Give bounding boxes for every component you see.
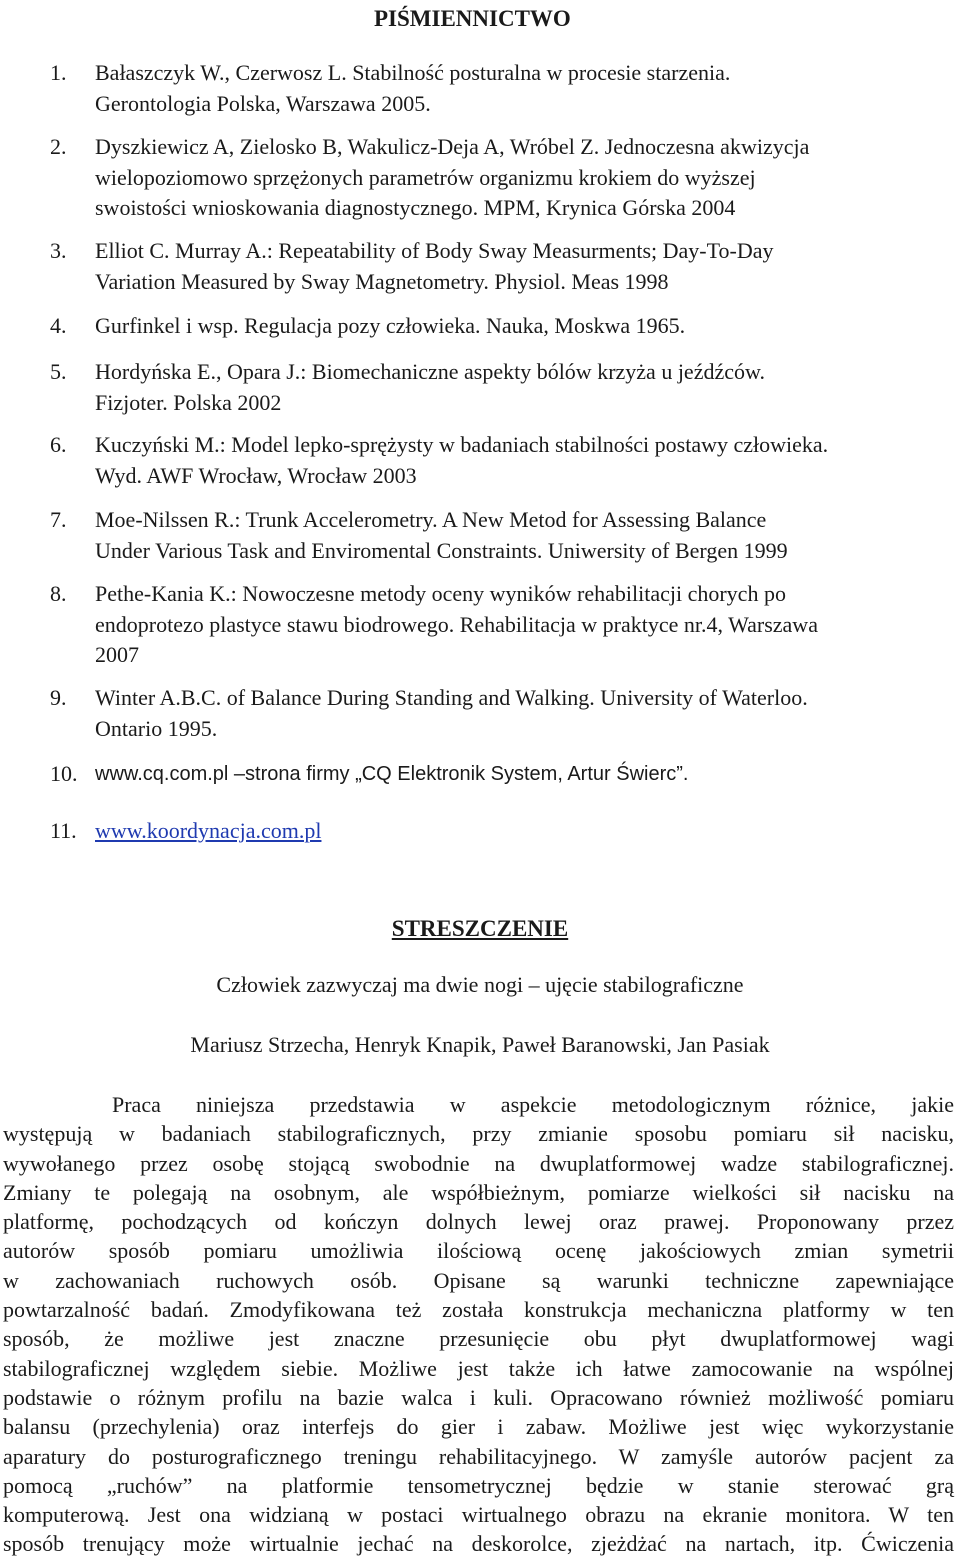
reference-number: 9. [50,685,67,710]
reference-line: Moe-Nilssen R.: Trunk Accelerometry. A New Metod for Assessing Balance [95,507,767,532]
abstract-line: wywołanego przez osobę stojącą swobodnie na dwuplatformowej wadze stabilograficznej. [3,1150,954,1176]
reference-hyperlink[interactable]: www.koordynacja.com.pl [95,818,322,843]
references-heading: PIŚMIENNICTWO [374,6,571,31]
reference-line: Hordyńska E., Opara J.: Biomechaniczne aspekty bólów krzyża u jeźdźców. [95,359,765,384]
abstract-line: platformę, pochodzących od kończyn dolnych lewej oraz prawej. Proponowany przez [3,1209,954,1235]
reference-line: Variation Measured by Sway Magnetometry. Physiol. Meas 1998 [95,268,669,294]
abstract-line: aparatury do posturograficznego treningu rehabilitacyjnego. W zamyśle autorów pacjent za [3,1443,954,1469]
reference-line: Ontario 1995. [95,715,218,741]
abstract-heading: STRESZCZENIE [391,916,569,941]
reference-line: Bałaszczyk W., Czerwosz L. Stabilność posturalna w procesie starzenia. [95,60,731,85]
abstract-line: występują w badaniach stabilograficznych, przy zmianie sposobu pomiaru sił nacisku, [3,1121,954,1147]
reference-line: Dyszkiewicz A, Zielosko B, Wakulicz-Deja A, Wróbel Z. Jednoczesna akwizycja [95,134,810,159]
abstract-line: balansu (przechylenia) oraz interfejs do gier i zabaw. Możliwe jest więc wykorzystanie [3,1414,954,1440]
reference-line: wielopoziomowo sprzężonych parametrów organizmu krokiem do wyższej [95,164,756,190]
reference-line: Kuczyński M.: Model lepko-sprężysty w badaniach stabilności postawy człowieka. [95,432,829,457]
reference-line: swoistości wnioskowania diagnostycznego. MPM, Krynica Górska 2004 [95,195,736,220]
reference-number: 10. [50,761,78,786]
abstract-line: stabilograficznej względem siebie. Możliwe jest także ich łatwe zamocowanie na wspólnej [3,1355,954,1381]
abstract-line: Zmiany te polegają na osobnym, ale współbieżnym, pomiarze wielkości sił nacisku na [3,1179,954,1205]
abstract-line: komputerową. Jest ona widzianą w postaci wirtualnego obrazu na ekranie monitora. W ten [3,1502,954,1528]
abstract-line: pomocą „ruchów” na platformie tensometrycznej będzie w stanie sterować grą [3,1472,954,1498]
reference-line: Winter A.B.C. of Balance During Standing and Walking. University of Waterloo. [95,685,808,710]
reference-line: Fizjoter. Polska 2002 [95,389,282,415]
reference-number: 1. [50,60,67,85]
reference-line: endoprotezo plastyce stawu biodrowego. Rehabilitacja w praktyce nr.4, Warszawa [95,611,818,637]
reference-line: Wyd. AWF Wrocław, Wrocław 2003 [95,462,417,488]
paper-authors: Mariusz Strzecha, Henryk Knapik, Paweł Baranowski, Jan Pasiak [190,1032,770,1057]
abstract-line: powtarzalność badań. Zmodyfikowana też została konstrukcja mechaniczna platformy w ten [3,1297,954,1323]
reference-number: 2. [50,134,67,159]
reference-number: 3. [50,238,67,263]
reference-number: 11. [50,818,77,843]
reference-line: Elliot C. Murray A.: Repeatability of Body Sway Measurments; Day-To-Day [95,238,774,263]
reference-number: 4. [50,313,67,338]
abstract-line: sposób trenujący może wirtualnie jechać na deskorolce, zjeżdżać na nartach, itp. Ćwiczenia [3,1531,954,1557]
abstract-line: podstawie o różnym profilu na bazie walca i kuli. Opracowano również możliwość pomiaru [3,1384,954,1410]
reference-line: Gerontologia Polska, Warszawa 2005. [95,90,431,116]
reference-line: 2007 [95,642,139,667]
reference-line: Gurfinkel i wsp. Regulacja pozy człowieka. Nauka, Moskwa 1965. [95,313,686,338]
paper-title: Człowiek zazwyczaj ma dwie nogi – ujęcie stabilograficzne [216,972,744,997]
abstract-line: sposób, że możliwe jest znaczne przesunięcie obu płyt dwuplatformowej wagi [3,1326,954,1352]
reference-line: Under Various Task and Enviromental Constraints. Uniwersity of Bergen 1999 [95,537,788,563]
reference-number: 8. [50,581,67,606]
abstract-paragraph [3,1090,954,1559]
reference-number: 5. [50,359,67,384]
abstract-line: Praca niniejsza przedstawia w aspekcie metodologicznym różnice, jakie [112,1092,954,1117]
reference-number: 6. [50,432,67,457]
abstract-line: w zachowaniach ruchowych osób. Opisane są warunki techniczne zapewniające [3,1267,954,1293]
reference-line: Pethe-Kania K.: Nowoczesne metody oceny wyników rehabilitacji chorych po [95,581,786,606]
reference-number: 7. [50,507,67,532]
reference-link[interactable]: www.cq.com.pl –strona firmy „CQ Elektronik System, Artur Świerc”. [95,763,689,785]
abstract-line: autorów sposób pomiaru umożliwia ilościową ocenę jakościowych zmian symetrii [3,1238,954,1264]
